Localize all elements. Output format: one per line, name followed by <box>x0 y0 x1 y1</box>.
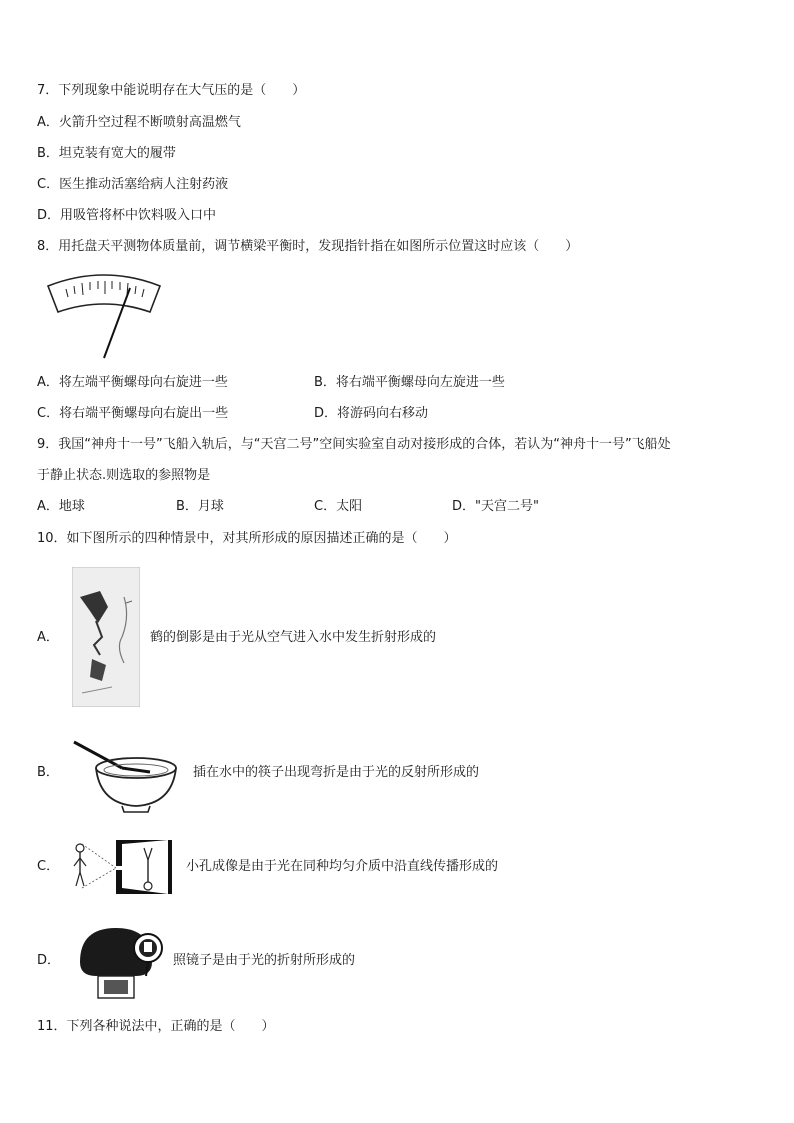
q9-option-a: A．地球 <box>37 499 85 514</box>
chopsticks-in-bowl-icon <box>70 738 182 814</box>
q7-stem: 7．下列现象中能说明存在大气压的是（ ） <box>37 83 306 98</box>
q9-stem-line1: 9．我国“神舟十一号”飞船入轨后，与“天宫二号”空间实验室自动对接形成的合体，若认为“神舟十一号”飞船处 <box>37 437 671 452</box>
q7-option-a: A．火箭升空过程不断喷射高温燃气 <box>37 115 241 130</box>
q8-option-a: A．将左端平衡螺母向右旋进一些 <box>37 375 228 390</box>
q9-option-c: C．太阳 <box>314 499 363 514</box>
q8-option-c: C．将右端平衡螺母向右旋出一些 <box>37 406 229 421</box>
q8-stem: 8．用托盘天平测物体质量前，调节横梁平衡时，发现指针指在如图所示位置这时应该（ ） <box>37 239 579 254</box>
q7-option-d: D．用吸管将杯中饮料吸入口中 <box>37 208 217 223</box>
q10-option-d-text: 照镜子是由于光的折射所形成的 <box>173 953 356 968</box>
q10-option-b-letter: B． <box>37 765 59 780</box>
q8-option-b: B．将右端平衡螺母向左旋进一些 <box>314 375 505 390</box>
q10-option-c-text: 小孔成像是由于光在同种均匀介质中沿直线传播形成的 <box>186 859 499 874</box>
q10-option-c-letter: C． <box>37 859 60 874</box>
balance-scale-pointer-icon <box>44 270 164 362</box>
person-mirror-icon <box>72 924 164 1002</box>
q10-option-a-text: 鹤的倒影是由于光从空气进入水中发生折射形成的 <box>150 630 437 645</box>
crane-reflection-icon <box>72 567 140 707</box>
q9-stem-line2: 于静止状态.则选取的参照物是 <box>37 468 211 483</box>
q7-option-b: B．坦克装有宽大的履带 <box>37 146 176 161</box>
q11-stem: 11．下列各种说法中，正确的是（ ） <box>37 1019 275 1034</box>
q10-option-d-letter: D． <box>37 953 61 968</box>
q10-stem: 10．如下图所示的四种情景中，对其所形成的原因描述正确的是（ ） <box>37 531 457 546</box>
q9-option-b: B．月球 <box>176 499 224 514</box>
q10-option-a-letter: A． <box>37 630 59 645</box>
q10-option-b-text: 插在水中的筷子出现弯折是由于光的反射所形成的 <box>193 765 480 780</box>
q8-option-d: D．将游码向右移动 <box>314 406 429 421</box>
q7-option-c: C．医生推动活塞给病人注射药液 <box>37 177 229 192</box>
pinhole-camera-icon <box>68 838 174 896</box>
q9-option-d: D．"天宫二号" <box>452 499 539 514</box>
